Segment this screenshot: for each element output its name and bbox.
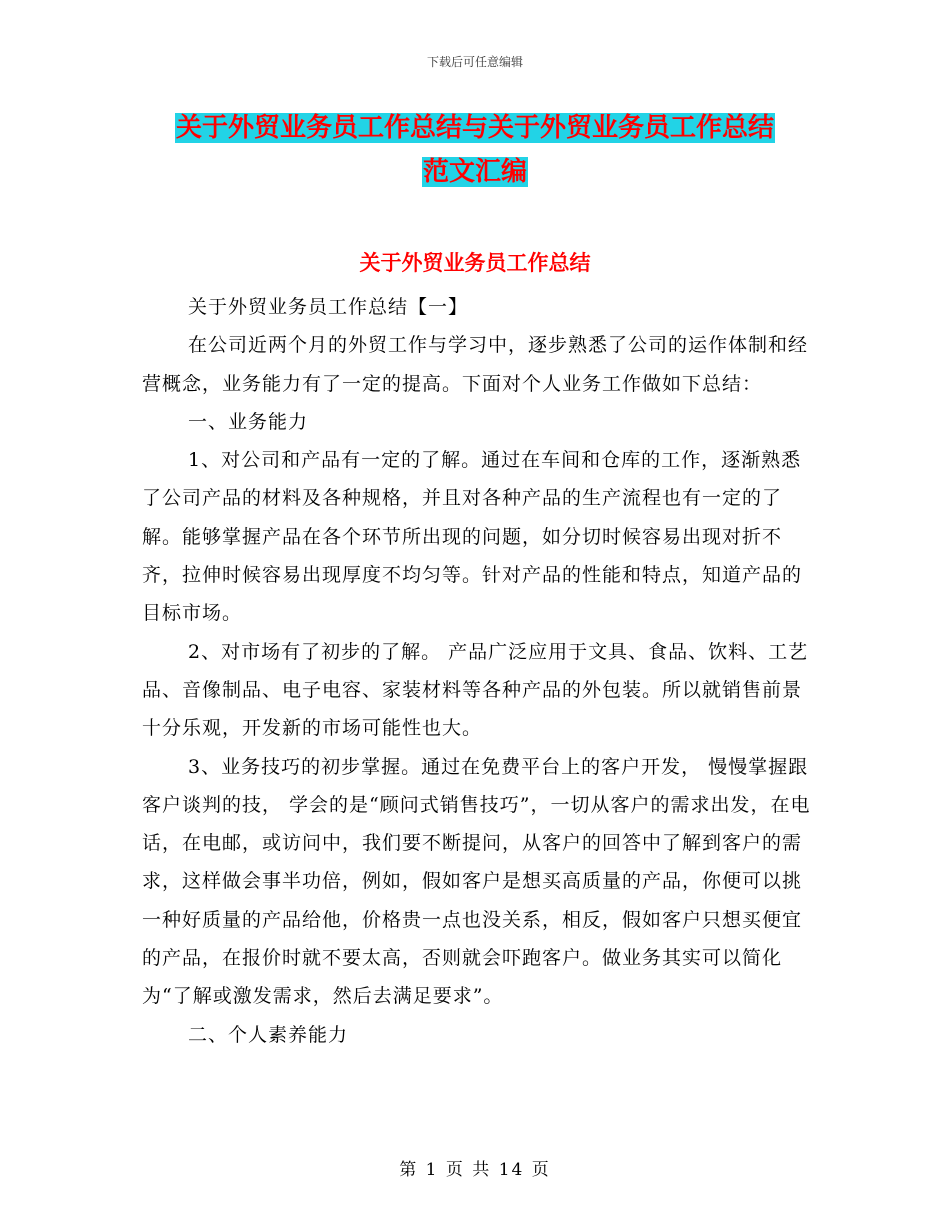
page-footer: 第 1 页 共 14 页: [399, 1160, 551, 1180]
paragraph-item-1: 1、对公司和产品有一定的了解。通过在车间和仓库的工作，逐渐熟悉了公司产品的材料及各种规格，并且对各种产品的生产流程也有一定的了解。能够掌握产品在各个环节所出现的问题，如分切时候容易出现对折不齐，拉伸时候容易出现厚度不均匀等。针对产品的性能和特点，知道产品的目标市场。: [142, 449, 803, 625]
title-highlight-1: 关于外贸业务员工作总结与关于外贸业务员工作总结: [175, 113, 774, 143]
document-body: [142, 288, 814, 1054]
paragraph-heading: 关于外贸业务员工作总结【一】: [188, 296, 469, 318]
title-highlight-2: 范文汇编: [422, 157, 527, 187]
paragraph-section-1: 一、业务能力: [188, 410, 309, 433]
document-title-line-2: [0, 154, 950, 190]
document-title-line-1: [0, 110, 950, 146]
paragraph-item-2: 2、对市场有了初步的了解。 产品广泛应用于文具、食品、饮料、工艺品、音像制品、电子电容、家装材料等各种产品的外包装。所以就销售前景十分乐观，开发新的市场可能性也大。: [142, 640, 809, 740]
paragraph-section-2: 二、个人素养能力: [188, 1023, 349, 1046]
paragraph-item-3: 3、业务技巧的初步掌握。通过在免费平台上的客户开发， 慢慢掌握跟客户谈判的技， 学会的是“顾问式销售技巧”，一切从客户的需求出发，在电话，在电邮，或访问中，我们要不断提问，从客户的回答中了解到客户的需求，这样做会事半功倍，例如，假如客户是想买高质量的产品，你便可以挑一种好质量的产品给他，价格贵一点也没关系，相反，假如客户只想买便宜的产品，在报价时就不要太高，否则就会吓跑客户。做业务其实可以简化为“了解或激发需求，然后去满足要求”。: [142, 755, 811, 1008]
section-title: 关于外贸业务员工作总结: [359, 251, 591, 275]
paragraph-intro: 在公司近两个月的外贸工作与学习中，逐步熟悉了公司的运作体制和经营概念，业务能力有了一定的提高。下面对个人业务工作做如下总结：: [142, 334, 809, 395]
header-note: 下载后可任意编辑: [426, 55, 523, 69]
